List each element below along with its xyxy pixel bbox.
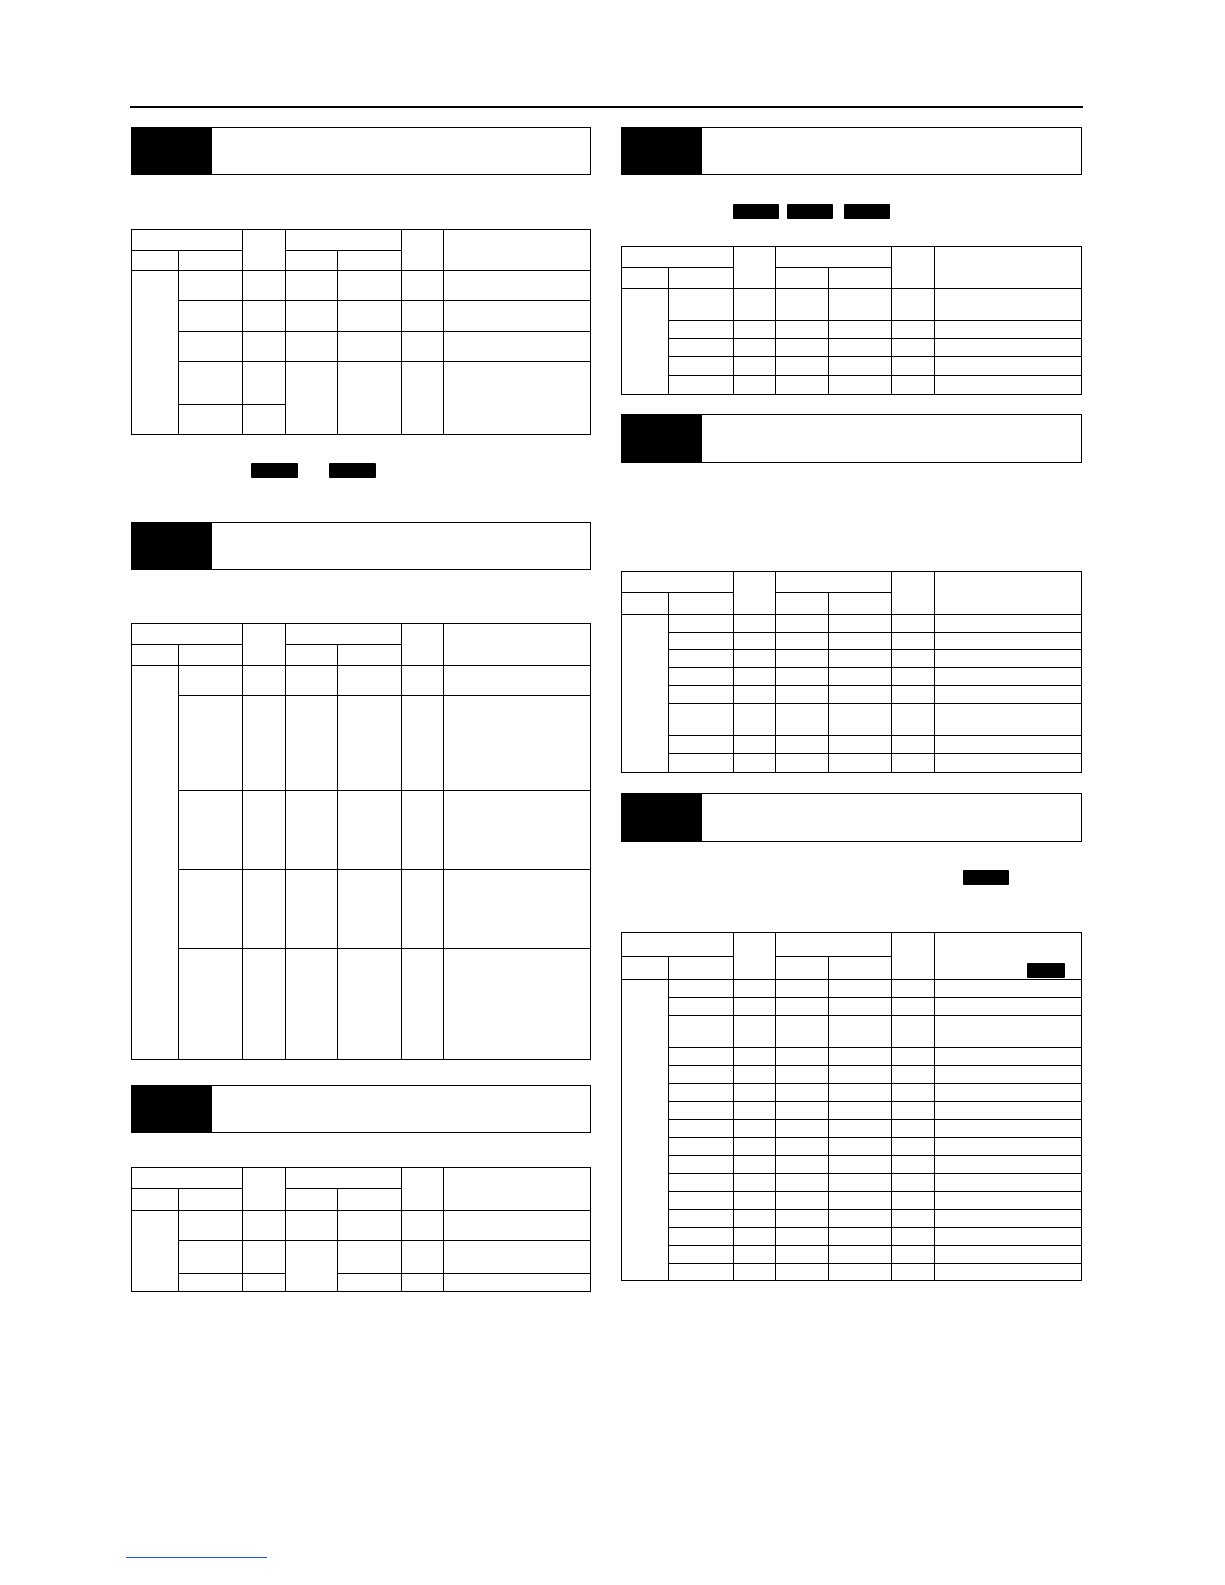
table-col [401, 624, 402, 1059]
table-row [622, 267, 733, 268]
table-col [178, 644, 179, 1059]
table-row [668, 1137, 1081, 1138]
table-col [668, 267, 669, 394]
redacted-label [329, 463, 376, 478]
table-col [178, 1188, 179, 1291]
table-row [775, 592, 891, 593]
table-col [733, 933, 734, 1280]
table-col [242, 230, 243, 434]
table-col [242, 624, 243, 1059]
table-row [337, 1273, 590, 1274]
table-row [668, 375, 1081, 376]
table-row [668, 1173, 1081, 1174]
table-row [668, 356, 1081, 357]
table-row [668, 320, 1081, 321]
table-row [132, 270, 590, 271]
table-col [828, 592, 829, 772]
table-l2 [131, 623, 591, 1060]
table-col [775, 572, 776, 772]
table-row [622, 592, 733, 593]
section-header-r2 [621, 414, 1082, 463]
table-l3 [131, 1167, 591, 1292]
table-row [668, 1155, 1081, 1156]
table-row [178, 790, 590, 791]
table-col [337, 250, 338, 434]
table-row [668, 735, 1081, 736]
table-col [934, 572, 935, 772]
table-row [178, 869, 590, 870]
footer-link[interactable] [126, 1556, 267, 1558]
table-row [668, 703, 1081, 704]
table-row [668, 1245, 1081, 1246]
table-row [668, 753, 1081, 754]
table-row [668, 632, 1081, 633]
section-tab-r1 [622, 128, 702, 174]
table-row [285, 644, 401, 645]
table-col [401, 230, 402, 434]
redacted-label [844, 204, 890, 219]
table-row [178, 300, 590, 301]
table-row [668, 1209, 1081, 1210]
table-row [178, 361, 590, 362]
table-row [668, 667, 1081, 668]
table-row [668, 649, 1081, 650]
table-col [775, 933, 776, 1280]
table-row [132, 1210, 590, 1211]
table-l1 [131, 229, 591, 435]
table-row [668, 1263, 1081, 1264]
section-tab-l2 [132, 523, 212, 569]
table-col [934, 933, 935, 1280]
table-row [668, 1083, 1081, 1084]
table-row [178, 695, 590, 696]
redacted-label [733, 204, 779, 219]
table-row [132, 1188, 242, 1189]
table-row [178, 948, 590, 949]
section-header-r3 [621, 793, 1082, 842]
table-col [828, 956, 829, 1280]
table-row [178, 1240, 590, 1241]
table-col [285, 230, 286, 434]
section-tab-l1 [132, 128, 212, 174]
table-row [622, 956, 733, 957]
section-header-r1 [621, 127, 1082, 175]
table-col [242, 1168, 243, 1291]
table-row [668, 1101, 1081, 1102]
table-col [337, 1188, 338, 1291]
section-header-l1 [131, 127, 591, 175]
table-col [828, 267, 829, 394]
table-row [178, 404, 286, 405]
table-row [178, 1273, 286, 1274]
table-row [668, 1119, 1081, 1120]
table-col [934, 247, 935, 394]
table-col [443, 230, 444, 434]
table-row [775, 267, 891, 268]
section-tab-r3 [622, 794, 702, 841]
section-tab-l3 [132, 1086, 212, 1132]
table-row [178, 331, 590, 332]
table-col [668, 592, 669, 772]
table-col [401, 1168, 402, 1291]
table-col [285, 624, 286, 1059]
table-col [337, 644, 338, 1059]
table-r1 [621, 246, 1082, 395]
table-row [668, 1065, 1081, 1066]
table-col [443, 624, 444, 1059]
table-r2 [621, 571, 1082, 773]
table-row [668, 1047, 1081, 1048]
table-row [668, 685, 1081, 686]
table-row [668, 997, 1081, 998]
table-row [622, 288, 1081, 289]
table-row [775, 956, 891, 957]
table-col [891, 247, 892, 394]
table-col [285, 1168, 286, 1291]
table-row [285, 1188, 401, 1189]
table-col [775, 247, 776, 394]
table-row [622, 979, 1081, 980]
table-col [178, 250, 179, 434]
redacted-label [787, 204, 833, 219]
table-row [285, 250, 401, 251]
table-row [132, 250, 242, 251]
section-header-l3 [131, 1085, 591, 1133]
table-col [733, 247, 734, 394]
table-col [891, 572, 892, 772]
table-row [132, 644, 242, 645]
table-row [622, 614, 1081, 615]
section-tab-r2 [622, 415, 702, 462]
table-r3 [621, 932, 1082, 1281]
redacted-label [1027, 963, 1065, 978]
table-row [668, 1191, 1081, 1192]
table-col [668, 956, 669, 1280]
redacted-label [963, 870, 1009, 885]
section-header-l2 [131, 522, 591, 570]
redacted-label [251, 463, 298, 478]
header-rule [130, 106, 1083, 108]
table-row [132, 665, 590, 666]
table-row [668, 1227, 1081, 1228]
table-col [733, 572, 734, 772]
table-col [891, 933, 892, 1280]
table-row [668, 338, 1081, 339]
table-col [443, 1168, 444, 1291]
table-row [668, 1015, 1081, 1016]
